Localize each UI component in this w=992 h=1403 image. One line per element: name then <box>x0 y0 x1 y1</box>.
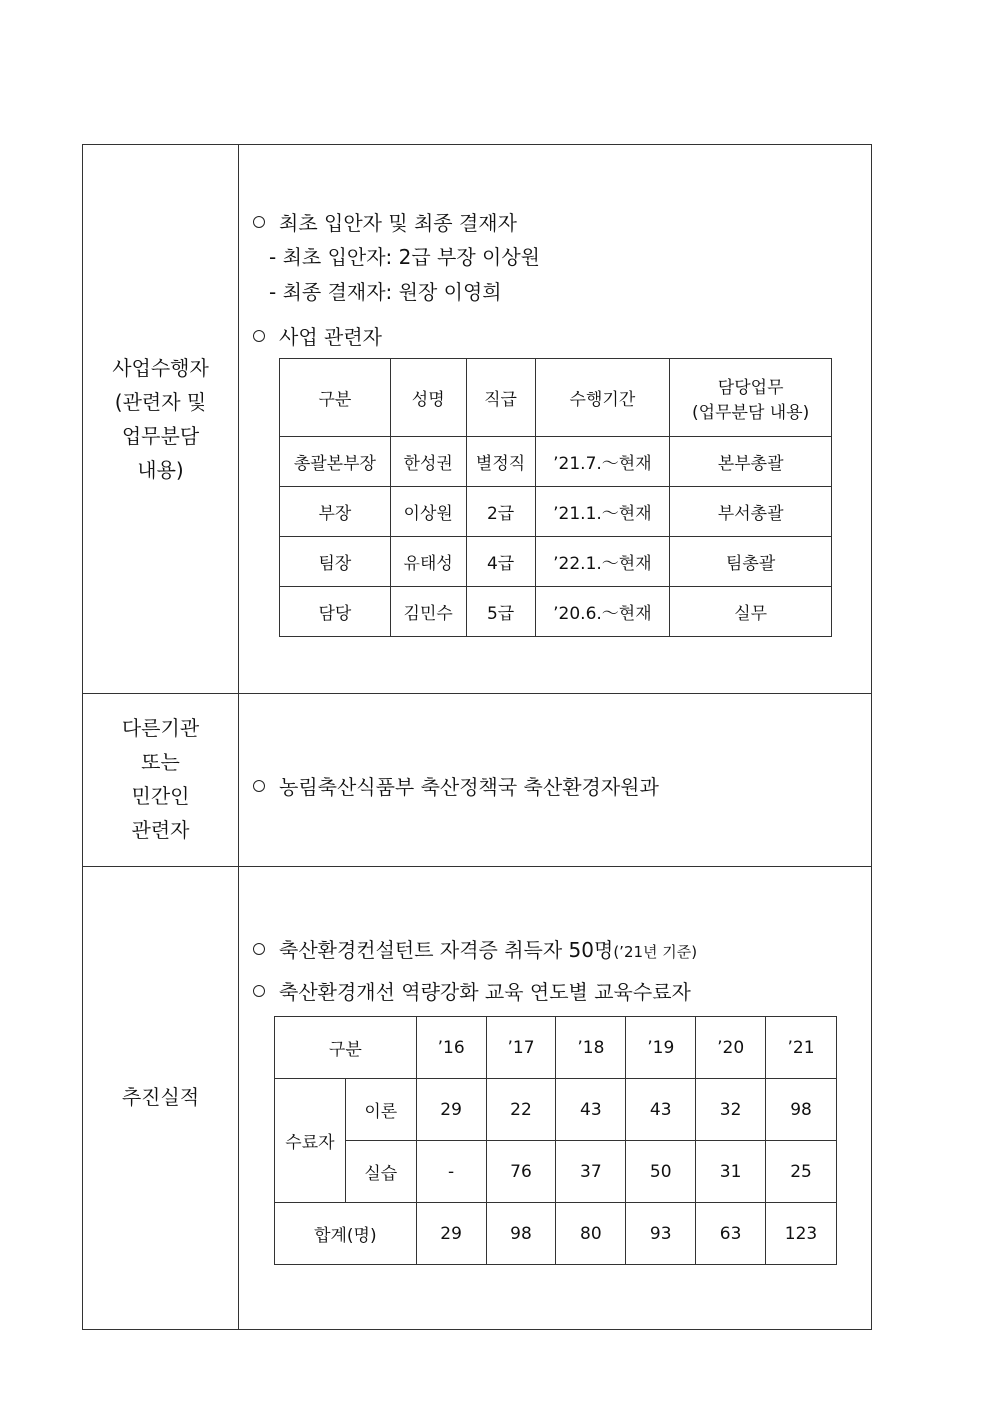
table-total-row: 합계(명) 29 98 80 93 63 123 <box>275 1203 837 1265</box>
col-header: 직급 <box>466 359 535 437</box>
table-header-row: 구분 ’16 ’17 ’18 ’19 ’20 ’21 <box>275 1017 837 1079</box>
table-row: 부장 이상원 2급 ’21.1.～현재 부서총괄 <box>280 487 832 537</box>
circle-bullet-icon <box>253 943 265 955</box>
col-header: 성명 <box>390 359 466 437</box>
column-divider <box>238 145 239 1329</box>
table-row: 수료자 이론 29 22 43 43 32 98 <box>275 1079 837 1141</box>
circle-bullet-icon <box>253 780 265 792</box>
sub-item-initial: - 최초 입안자: 2급 부장 이상원 <box>269 245 540 269</box>
circle-bullet-icon <box>253 330 265 342</box>
table-row: 실습 - 76 37 50 31 25 <box>275 1141 837 1203</box>
bullet-business-related: 사업 관련자 <box>253 321 382 350</box>
staff-table <box>279 358 832 637</box>
col-header: 담당업무 (업무분담 내용) <box>670 359 832 437</box>
sub-item-final: - 최종 결재자: 원장 이영희 <box>269 280 502 304</box>
circle-bullet-icon <box>253 985 265 997</box>
col-header: 수행기간 <box>535 359 670 437</box>
circle-bullet-icon <box>253 216 265 228</box>
bullet-initial-final: 최초 입안자 및 최종 결재자 <box>253 207 517 236</box>
bullet-certified: 축산환경컨설턴트 자격증 취득자 50명(’21년 기준) <box>253 934 697 963</box>
section1-label: 사업수행자 (관련자 및 업무분담 내용) <box>112 356 209 482</box>
section2-label: 다른기관 또는 민간인 관련자 <box>121 716 200 842</box>
table-header-row <box>280 359 832 437</box>
bullet-training: 축산환경개선 역량강화 교육 연도별 교육수료자 <box>253 976 691 1005</box>
table-row: 담당 김민수 5급 ’20.6.～현재 실무 <box>280 587 832 637</box>
col-header: 구분 <box>280 359 391 437</box>
table-row: 팀장 유태성 4급 ’22.1.～현재 팀총괄 <box>280 537 832 587</box>
training-table <box>274 1016 837 1265</box>
table-row: 총괄본부장 한성권 별정직 ’21.7.～현재 본부총괄 <box>280 437 832 487</box>
row-divider-2 <box>83 866 871 867</box>
section3-label: 추진실적 <box>121 1085 200 1109</box>
bullet-other-agency: 농림축산식품부 축산정책국 축산환경자원과 <box>253 771 659 800</box>
row-divider-1 <box>83 693 871 694</box>
report-frame <box>82 144 872 1330</box>
